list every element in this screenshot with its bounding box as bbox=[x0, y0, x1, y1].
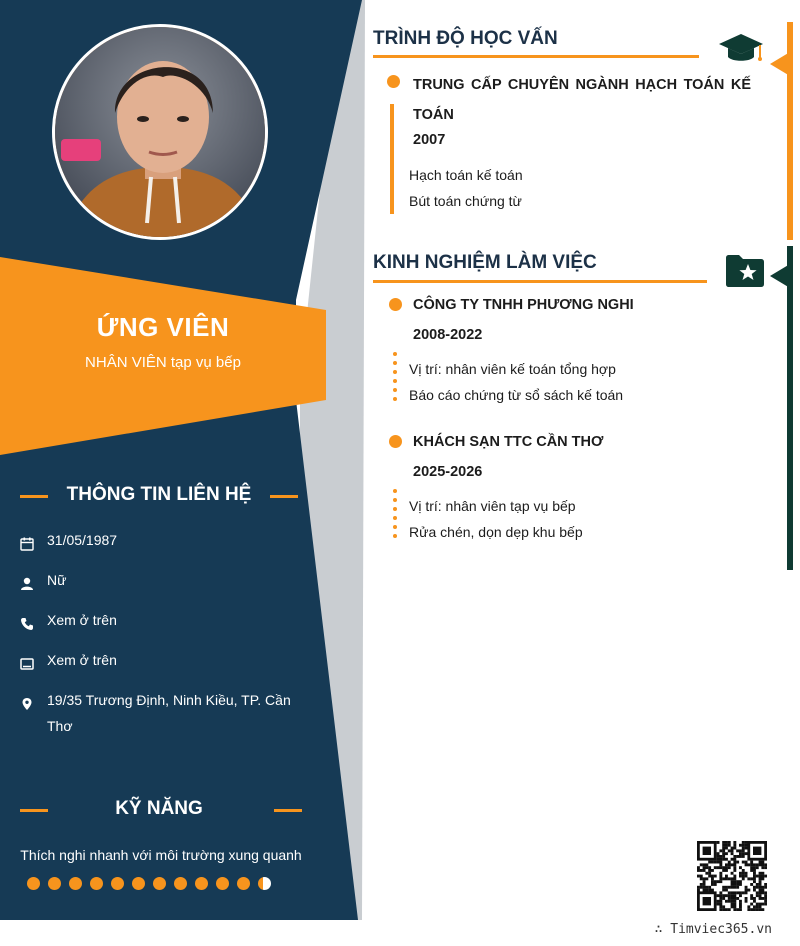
education-side-arrow bbox=[770, 52, 790, 76]
education-item-title: TRUNG CẤP CHUYÊN NGÀNH HẠCH TOÁN KẾ TOÁN bbox=[413, 77, 751, 123]
contact-gender bbox=[20, 567, 300, 599]
skill-dot bbox=[27, 877, 40, 890]
experience-period: 2025-2026 bbox=[413, 464, 483, 480]
skill-dot bbox=[195, 877, 208, 890]
skills-section-title: KỸ NĂNG bbox=[115, 798, 203, 819]
skill-dot bbox=[132, 877, 145, 890]
skill-dot bbox=[48, 877, 61, 890]
contact-phone bbox=[20, 607, 300, 639]
experience-company: CÔNG TY TNHH PHƯƠNG NGHI bbox=[413, 297, 634, 313]
skill-dot bbox=[69, 877, 82, 890]
education-timeline-bar bbox=[390, 104, 394, 214]
section-dash-right bbox=[274, 809, 302, 812]
location-pin-icon bbox=[20, 687, 47, 739]
footer-brand: ∴ Timviec365.vn bbox=[654, 922, 772, 937]
skill-rating bbox=[27, 877, 271, 890]
birthday-value: 31/05/1987 bbox=[47, 532, 118, 548]
education-section-title: TRÌNH ĐỘ HỌC VẤN bbox=[373, 28, 558, 49]
user-icon bbox=[20, 567, 47, 599]
contact-address bbox=[20, 687, 300, 739]
calendar-icon bbox=[20, 527, 47, 559]
skill-dot bbox=[174, 877, 187, 890]
experience-detail: Vị trí: nhân viên kế toán tổng hợp bbox=[409, 361, 616, 377]
folder-star-icon bbox=[724, 252, 766, 288]
candidate-role: NHÂN VIÊN tạp vụ bếp bbox=[85, 354, 241, 371]
experience-section-title: KINH NGHIỆM LÀM VIỆC bbox=[373, 252, 597, 273]
experience-period: 2008-2022 bbox=[413, 327, 483, 343]
qr-code-icon bbox=[697, 841, 767, 911]
education-bullet bbox=[387, 75, 400, 88]
skill-name: Thích nghi nhanh với môi trường xung quanh bbox=[20, 847, 302, 863]
contact-email bbox=[20, 647, 300, 679]
education-title-underline bbox=[373, 55, 699, 58]
education-detail: Bút toán chứng từ bbox=[409, 193, 522, 209]
phone-icon bbox=[20, 607, 47, 639]
skill-dot bbox=[216, 877, 229, 890]
contact-section-title: THÔNG TIN LIÊN HỆ bbox=[66, 484, 252, 505]
experience-detail: Rửa chén, dọn dẹp khu bếp bbox=[409, 524, 583, 540]
skill-dot bbox=[237, 877, 250, 890]
phone-value: Xem ở trên bbox=[47, 612, 117, 628]
contact-birthday bbox=[20, 527, 300, 559]
experience-side-bar bbox=[787, 246, 793, 570]
section-dash-right bbox=[270, 495, 298, 498]
experience-bullet bbox=[389, 435, 402, 448]
experience-timeline-dots bbox=[393, 352, 397, 401]
experience-side-arrow bbox=[770, 264, 790, 288]
education-detail: Hạch toán kế toán bbox=[409, 167, 523, 183]
experience-detail: Vị trí: nhân viên tạp vụ bếp bbox=[409, 498, 576, 514]
avatar bbox=[52, 24, 268, 240]
skill-dot bbox=[111, 877, 124, 890]
candidate-name: ỨNG VIÊN bbox=[96, 312, 230, 342]
experience-title-underline bbox=[373, 280, 707, 283]
skill-dot bbox=[258, 877, 271, 890]
section-dash-left bbox=[20, 495, 48, 498]
skill-dot bbox=[90, 877, 103, 890]
section-dash-left bbox=[20, 809, 48, 812]
email-value: Xem ở trên bbox=[47, 652, 117, 668]
email-icon bbox=[20, 647, 47, 679]
address-value: 19/35 Trương Định, Ninh Kiều, TP. Cần Thơ bbox=[47, 692, 291, 734]
skill-dot bbox=[153, 877, 166, 890]
experience-company: KHÁCH SẠN TTC CẦN THƠ bbox=[413, 434, 604, 450]
experience-timeline-dots bbox=[393, 489, 397, 538]
education-item-year: 2007 bbox=[413, 132, 446, 148]
graduation-cap-icon bbox=[718, 32, 764, 66]
experience-bullet bbox=[389, 298, 402, 311]
gender-value: Nữ bbox=[47, 572, 67, 588]
experience-detail: Báo cáo chứng từ sổ sách kế toán bbox=[409, 387, 624, 403]
